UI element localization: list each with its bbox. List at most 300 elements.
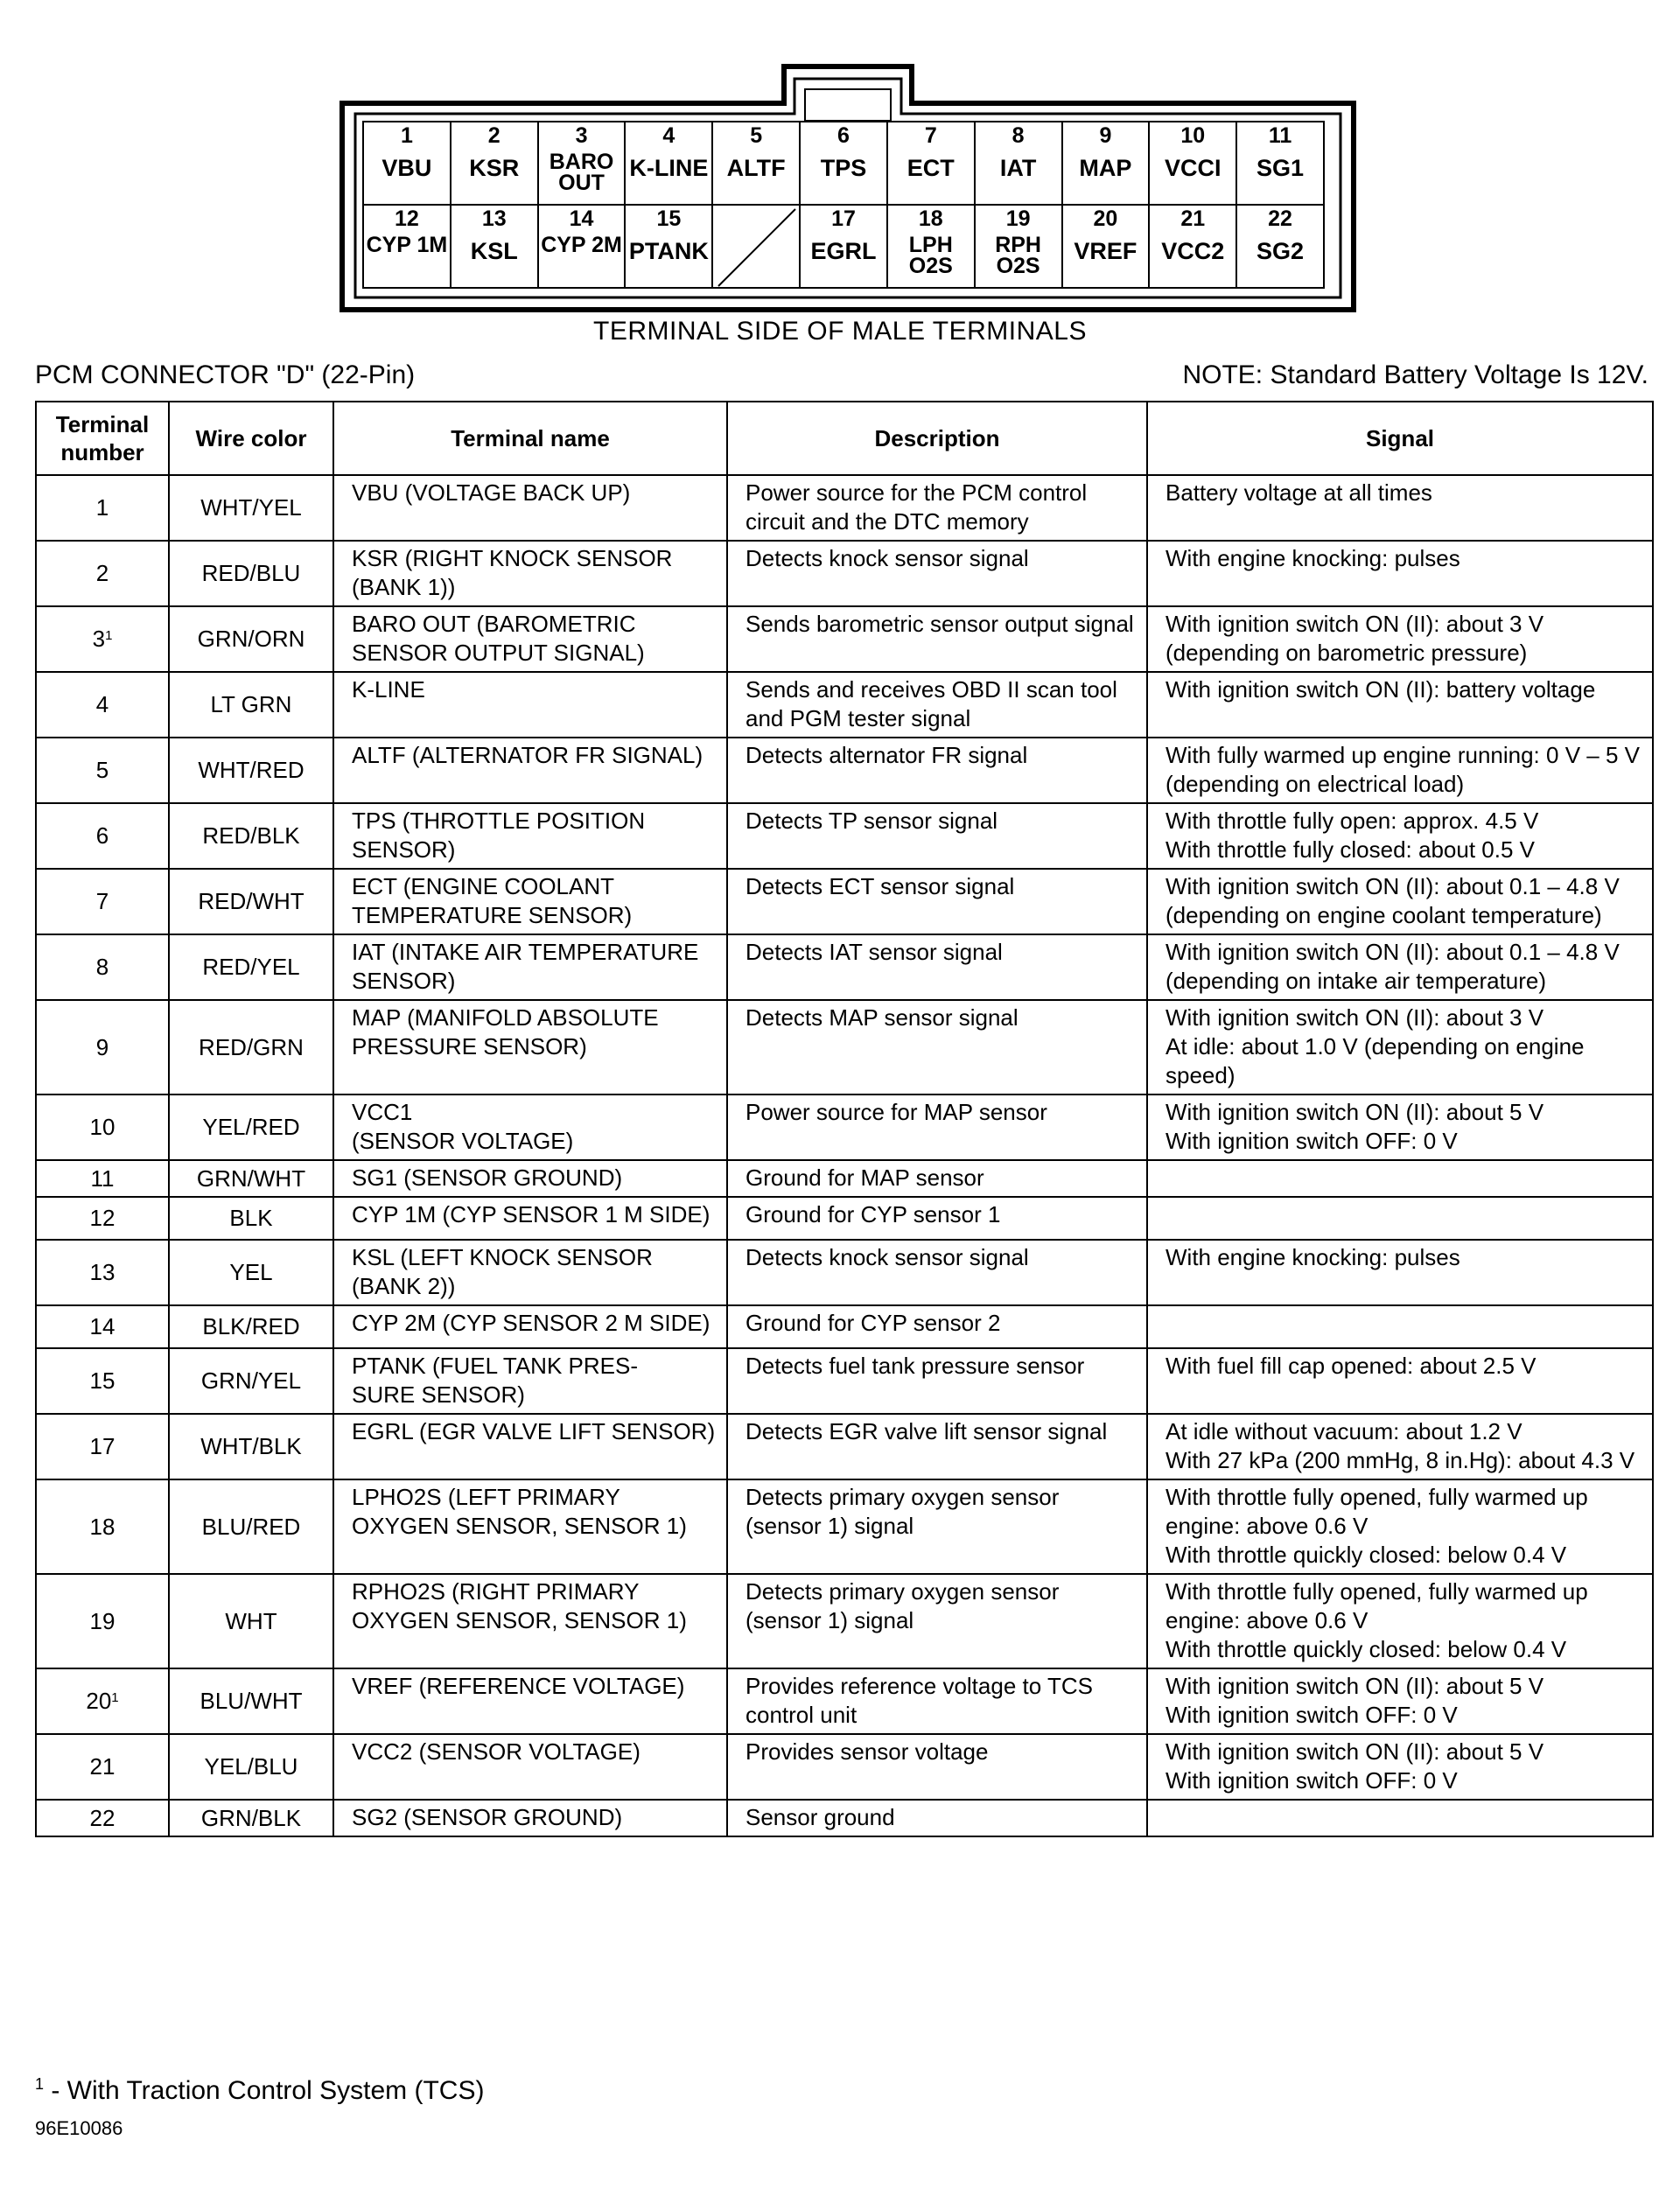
pin-10 (1149, 122, 1236, 205)
description (727, 1574, 1147, 1668)
pin-number: 7 (924, 123, 937, 148)
description (727, 672, 1147, 738)
terminal-number (36, 475, 169, 541)
description-text: Provides reference voltage to TCS control unit (746, 1673, 1093, 1728)
signal-text: With fuel fill cap opened: about 2.5 V (1166, 1353, 1536, 1379)
terminal-name (333, 1240, 727, 1305)
pin-number: 11 (1268, 123, 1292, 148)
pin-label: CYP 2M (541, 233, 622, 257)
terminal-number (36, 1574, 169, 1668)
pin-8 (975, 122, 1062, 205)
table-row (36, 1734, 1653, 1800)
terminal-name-text: VREF (REFERENCE VOLTAGE) (352, 1673, 685, 1699)
header-terminal-name: Terminal name (333, 402, 727, 475)
terminal-number-text: 6 (95, 822, 109, 849)
wire-color (169, 1734, 333, 1800)
signal-text: With ignition switch ON (II): about 3 V (depending on barometric pressure) (1166, 611, 1544, 666)
terminal-number (36, 1348, 169, 1414)
terminal-number (36, 541, 169, 606)
pin-22 (1236, 205, 1324, 288)
description-text: Sends barometric sensor output signal (746, 611, 1134, 637)
terminal-number (36, 1305, 169, 1348)
description (727, 1668, 1147, 1734)
description (727, 1479, 1147, 1574)
description (727, 1197, 1147, 1240)
terminal-number-text: 11 (90, 1164, 115, 1192)
wire-color (169, 541, 333, 606)
table-row (36, 1000, 1653, 1094)
description-text: Detects EGR valve lift sensor signal (746, 1418, 1108, 1444)
pin-3 (538, 122, 626, 205)
signal (1147, 1414, 1653, 1479)
description-text: Detects fuel tank pressure sensor (746, 1353, 1085, 1379)
pin-row-bottom (363, 205, 1324, 288)
description (727, 869, 1147, 934)
header-wire-color: Wire color (169, 402, 333, 475)
signal (1147, 1348, 1653, 1414)
table-row (36, 1348, 1653, 1414)
signal (1147, 1197, 1653, 1240)
pin-11 (1236, 122, 1324, 205)
terminal-name (333, 1160, 727, 1197)
table-row (36, 672, 1653, 738)
description (727, 606, 1147, 672)
signal (1147, 1160, 1653, 1197)
table-row (36, 606, 1653, 672)
terminal-name-text: KSL (LEFT KNOCK SENSOR (BANK 2)) (352, 1244, 653, 1299)
terminal-number (36, 606, 169, 672)
signal (1147, 1479, 1653, 1574)
table-body (36, 475, 1653, 1836)
description-text: Power source for MAP sensor (746, 1099, 1047, 1125)
terminal-number (36, 869, 169, 934)
terminal-number-text: 18 (89, 1513, 116, 1540)
terminal-name-text: CYP 1M (CYP SENSOR 1 M SIDE) (352, 1201, 710, 1227)
pin-number: 17 (831, 206, 856, 231)
signal-text: With throttle fully opened, fully warmed up engine: above 0.6 V With throttle quickly closed: below 0.4 V (1166, 1484, 1588, 1568)
signal (1147, 1574, 1653, 1668)
table-row (36, 869, 1653, 934)
terminal-number (36, 1734, 169, 1800)
terminal-name (333, 738, 727, 803)
terminal-number-text: 10 (89, 1114, 116, 1140)
pin-label: IAT (999, 155, 1037, 181)
description-text: Detects knock sensor signal (746, 1244, 1029, 1270)
terminal-number (36, 1414, 169, 1479)
wire-color-text: BLK (229, 1205, 273, 1231)
description-text: Ground for CYP sensor 2 (746, 1310, 1001, 1336)
wire-color-text: GRN/BLK (200, 1804, 302, 1831)
terminal-number (36, 1094, 169, 1160)
terminal-number-text: 3 (92, 626, 106, 652)
pin-number: 4 (662, 123, 676, 148)
signal (1147, 606, 1653, 672)
terminal-name-text: EGRL (EGR VALVE LIFT SENSOR) (352, 1418, 716, 1444)
pin-number: 10 (1180, 123, 1206, 148)
terminal-name-text: CYP 2M (CYP SENSOR 2 M SIDE) (352, 1310, 710, 1336)
table-row (36, 738, 1653, 803)
table-row (36, 1574, 1653, 1668)
pin-label: LPH O2S (908, 233, 953, 278)
table-header-row (36, 402, 1653, 475)
terminal-number-text: 1 (95, 494, 109, 521)
terminal-number-text: 4 (95, 691, 109, 717)
terminal-name-text: ALTF (ALTERNATOR FR SIGNAL) (352, 742, 704, 768)
terminal-name-text: RPHO2S (RIGHT PRIMARY OXYGEN SENSOR, SENSOR 1) (352, 1578, 687, 1633)
terminal-name (333, 475, 727, 541)
signal-text: With ignition switch ON (II): battery voltage (1166, 676, 1596, 703)
description (727, 803, 1147, 869)
pin-grid (362, 121, 1325, 289)
signal-text: With engine knocking: pulses (1166, 545, 1460, 571)
terminal-name (333, 672, 727, 738)
footnote (35, 2075, 484, 2106)
wire-color-text: LT GRN (210, 691, 292, 717)
terminal-number (36, 803, 169, 869)
pin-label: PTANK (628, 238, 709, 264)
pin-label: RPH O2S (995, 233, 1041, 278)
terminal-name-text: SG1 (SENSOR GROUND) (352, 1164, 623, 1191)
table-row (36, 1479, 1653, 1574)
description-text: Detects primary oxygen sensor (sensor 1) signal (746, 1578, 1060, 1633)
signal (1147, 672, 1653, 738)
table-row (36, 1305, 1653, 1348)
terminal-name (333, 606, 727, 672)
pin-row-top (363, 122, 1324, 205)
wire-color-text: YEL (229, 1259, 273, 1285)
pin-number: 22 (1268, 206, 1292, 231)
terminal-number (36, 1160, 169, 1197)
terminal-name (333, 1734, 727, 1800)
signal-text: With throttle fully open: approx. 4.5 V With throttle fully closed: about 0.5 V (1166, 808, 1539, 863)
footnote-text: - With Traction Control System (TCS) (44, 2076, 485, 2105)
description (727, 1240, 1147, 1305)
wire-color-text: WHT/YEL (200, 494, 302, 521)
connector-diagram (340, 63, 1356, 313)
signal (1147, 541, 1653, 606)
signal-text: With ignition switch ON (II): about 0.1 – 4.8 V (depending on engine coolant temperature) (1166, 873, 1620, 928)
wire-color-text: YEL/RED (202, 1114, 300, 1140)
figure-id: 96E10086 (35, 2117, 123, 2139)
terminal-name-text: IAT (INTAKE AIR TEMPERATURE SENSOR) (352, 939, 699, 994)
pin-number: 21 (1180, 206, 1206, 231)
signal (1147, 1094, 1653, 1160)
pin-18 (887, 205, 975, 288)
pin-12 (363, 205, 451, 288)
pin-label: CYP 1M (366, 233, 448, 257)
signal (1147, 934, 1653, 1000)
signal-text: With fully warmed up engine running: 0 V – 5 V (depending on electrical load) (1166, 742, 1640, 797)
pin-label: MAP (1079, 155, 1132, 181)
wire-color-text: RED/YEL (202, 954, 300, 980)
voltage-note: NOTE: Standard Battery Voltage Is 12V. (1182, 360, 1648, 389)
header-description: Description (727, 402, 1147, 475)
wire-color (169, 1668, 333, 1734)
description-text: Detects alternator FR signal (746, 742, 1028, 768)
signal (1147, 1240, 1653, 1305)
description (727, 1094, 1147, 1160)
terminal-number (36, 1000, 169, 1094)
wire-color-text: GRN/YEL (200, 1367, 302, 1394)
signal (1147, 475, 1653, 541)
header-terminal-number: Terminal number (36, 402, 169, 475)
terminal-name (333, 1668, 727, 1734)
pin-1 (363, 122, 451, 205)
pin-label: SG2 (1256, 238, 1305, 264)
signal-text: Battery voltage at all times (1166, 479, 1432, 506)
pin-7 (887, 122, 975, 205)
pin-4 (625, 122, 712, 205)
description-text: Detects IAT sensor signal (746, 939, 1003, 965)
wire-color (169, 803, 333, 869)
pin-20 (1062, 205, 1150, 288)
wire-color (169, 1197, 333, 1240)
pin-number: 15 (656, 206, 682, 231)
terminal-name-text: VBU (VOLTAGE BACK UP) (352, 479, 631, 506)
table-row (36, 803, 1653, 869)
description-text: Detects knock sensor signal (746, 545, 1029, 571)
signal-text: With ignition switch ON (II): about 3 V At idle: about 1.0 V (depending on engine speed) (1166, 1004, 1585, 1088)
wire-color (169, 672, 333, 738)
table-row (36, 1240, 1653, 1305)
description (727, 934, 1147, 1000)
description-text: Ground for CYP sensor 1 (746, 1201, 1001, 1227)
signal (1147, 869, 1653, 934)
signal-text: With ignition switch ON (II): about 5 V With ignition switch OFF: 0 V (1166, 1738, 1544, 1794)
terminal-name (333, 1094, 727, 1160)
terminal-number (36, 1197, 169, 1240)
pin-blank (712, 205, 800, 288)
wire-color (169, 1240, 333, 1305)
blank-pin-slash (713, 206, 801, 290)
description-text: Detects primary oxygen sensor (sensor 1) signal (746, 1484, 1060, 1539)
terminal-number (36, 1240, 169, 1305)
wire-color (169, 1414, 333, 1479)
pin-9 (1062, 122, 1150, 205)
description (727, 738, 1147, 803)
table-row (36, 1094, 1653, 1160)
pin-label: K-LINE (629, 155, 709, 181)
pin-19 (975, 205, 1062, 288)
pin-number: 6 (837, 123, 850, 148)
wire-color-text: YEL/BLU (204, 1753, 298, 1780)
terminal-number-text: 7 (95, 888, 109, 914)
terminal-number-text: 8 (95, 954, 109, 980)
wire-color (169, 1000, 333, 1094)
pin-label: SG1 (1256, 155, 1305, 181)
signal (1147, 1800, 1653, 1836)
signal-text: With engine knocking: pulses (1166, 1244, 1460, 1270)
signal (1147, 1734, 1653, 1800)
terminal-name (333, 1479, 727, 1574)
pin-label: KSR (469, 155, 520, 181)
pin-label: VREF (1074, 238, 1138, 264)
terminal-number-text: 19 (89, 1607, 116, 1634)
wire-color (169, 606, 333, 672)
signal-text: With throttle fully opened, fully warmed up engine: above 0.6 V With throttle quickly closed: below 0.4 V (1166, 1578, 1588, 1662)
wire-color (169, 1094, 333, 1160)
signal-text: At idle without vacuum: about 1.2 V With 27 kPa (200 mmHg, 8 in.Hg): about 4.3 V (1166, 1418, 1635, 1473)
terminal-name-text: K-LINE (352, 676, 425, 703)
terminal-name (333, 934, 727, 1000)
table-row (36, 1414, 1653, 1479)
terminal-name-text: LPHO2S (LEFT PRIMARY OXYGEN SENSOR, SENSOR 1) (352, 1484, 687, 1539)
wire-color (169, 738, 333, 803)
pin-14 (538, 205, 626, 288)
wire-color (169, 475, 333, 541)
pin-number: 13 (481, 206, 507, 231)
pin-label: VBU (382, 155, 432, 181)
wire-color-text: RED/GRN (199, 1033, 304, 1060)
description-text: Provides sensor voltage (746, 1738, 989, 1765)
terminal-name (333, 541, 727, 606)
terminal-name-text: VCC1 (SENSOR VOLTAGE) (352, 1099, 574, 1154)
connector-caption: TERMINAL SIDE OF MALE TERMINALS (593, 317, 1087, 346)
pin-number: 20 (1093, 206, 1118, 231)
terminal-number (36, 1668, 169, 1734)
table-row (36, 1197, 1653, 1240)
terminal-name (333, 1348, 727, 1414)
pin-2 (451, 122, 538, 205)
table-row (36, 475, 1653, 541)
header-signal: Signal (1147, 402, 1653, 475)
description (727, 1414, 1147, 1479)
description (727, 541, 1147, 606)
description (727, 1800, 1147, 1836)
pin-label: ECT (906, 155, 955, 181)
wire-color-text: BLU/WHT (200, 1688, 303, 1714)
terminal-name-text: ECT (ENGINE COOLANT TEMPERATURE SENSOR) (352, 873, 633, 928)
pin-number: 2 (487, 123, 500, 148)
terminal-number-text: 20 (86, 1688, 112, 1714)
wire-color-text: RED/WHT (198, 888, 304, 914)
footnote-mark: 1 (35, 2075, 45, 2093)
pin-number: 3 (575, 123, 588, 148)
wire-color (169, 1574, 333, 1668)
table-row (36, 1800, 1653, 1836)
signal (1147, 803, 1653, 869)
terminal-name (333, 1305, 727, 1348)
wire-color (169, 1800, 333, 1836)
pin-label: BARO OUT (549, 150, 614, 195)
pin-15 (625, 205, 712, 288)
signal-text: With ignition switch ON (II): about 0.1 – 4.8 V (depending on intake air temperature) (1166, 939, 1620, 994)
description (727, 1000, 1147, 1094)
description-text: Sends and receives OBD II scan tool and PGM tester signal (746, 676, 1117, 731)
terminal-number-text: 21 (89, 1753, 116, 1780)
pin-number: 12 (395, 206, 419, 231)
terminal-name (333, 1414, 727, 1479)
terminal-number (36, 738, 169, 803)
signal (1147, 1668, 1653, 1734)
description-text: Detects MAP sensor signal (746, 1004, 1018, 1031)
terminal-name-text: VCC2 (SENSOR VOLTAGE) (352, 1738, 640, 1765)
pin-label: VCCI (1164, 155, 1222, 181)
description-text: Ground for MAP sensor (746, 1164, 984, 1191)
terminal-number-text: 13 (89, 1259, 116, 1285)
pin-label: EGRL (810, 238, 877, 264)
table-row (36, 1668, 1653, 1734)
terminal-number (36, 1800, 169, 1836)
terminal-name-text: BARO OUT (BAROMETRIC SENSOR OUTPUT SIGNAL) (352, 611, 645, 666)
terminal-number (36, 1479, 169, 1574)
signal-text: With ignition switch ON (II): about 5 V With ignition switch OFF: 0 V (1166, 1673, 1544, 1728)
connector-title: PCM CONNECTOR "D" (22-Pin) (35, 360, 416, 389)
signal (1147, 1305, 1653, 1348)
terminal-number-text: 12 (89, 1205, 116, 1231)
pin-number: 8 (1012, 123, 1025, 148)
pin-label: ALTF (726, 155, 786, 181)
pin-6 (800, 122, 887, 205)
terminal-table (35, 401, 1654, 1837)
terminal-name-text: SG2 (SENSOR GROUND) (352, 1804, 623, 1830)
terminal-number-text: 5 (95, 757, 109, 783)
wire-color-text: BLU/RED (201, 1513, 301, 1540)
signal-text: With ignition switch ON (II): about 5 V With ignition switch OFF: 0 V (1166, 1099, 1544, 1154)
description (727, 475, 1147, 541)
table-row (36, 541, 1653, 606)
terminal-name-text: MAP (MANIFOLD ABSOLUTE PRESSURE SENSOR) (352, 1004, 659, 1060)
description-text: Detects TP sensor signal (746, 808, 998, 834)
pin-number: 5 (750, 123, 763, 148)
description (727, 1734, 1147, 1800)
terminal-name (333, 1000, 727, 1094)
wire-color (169, 869, 333, 934)
terminal-name-text: TPS (THROTTLE POSITION SENSOR) (352, 808, 646, 863)
terminal-number-text: 14 (89, 1313, 116, 1339)
wire-color (169, 934, 333, 1000)
terminal-number-text: 9 (95, 1033, 109, 1060)
pin-label: TPS (820, 155, 867, 181)
pin-13 (451, 205, 538, 288)
footnote-ref: 1 (111, 1690, 119, 1705)
terminal-number-text: 15 (89, 1367, 116, 1394)
pin-number: 9 (1099, 123, 1112, 148)
footnote-ref: 1 (105, 628, 113, 643)
pin-5 (712, 122, 800, 205)
wire-color-text: RED/BLK (202, 822, 300, 849)
terminal-number (36, 672, 169, 738)
wire-color-text: GRN/WHT (196, 1164, 306, 1192)
table-row (36, 934, 1653, 1000)
wire-color-text: WHT (225, 1607, 277, 1634)
terminal-number-text: 2 (95, 560, 109, 586)
wire-color-text: WHT/RED (198, 757, 304, 783)
description-text: Detects ECT sensor signal (746, 873, 1015, 899)
terminal-name (333, 803, 727, 869)
pin-label: VCC2 (1161, 238, 1225, 264)
description (727, 1160, 1147, 1197)
terminal-name-text: KSR (RIGHT KNOCK SENSOR (BANK 1)) (352, 545, 673, 600)
terminal-name (333, 1197, 727, 1240)
description-text: Sensor ground (746, 1804, 895, 1830)
table-row (36, 1160, 1653, 1197)
description (727, 1348, 1147, 1414)
terminal-number-text: 22 (89, 1804, 116, 1831)
wire-color (169, 1305, 333, 1348)
wire-color-text: GRN/ORN (197, 626, 305, 652)
terminal-name (333, 869, 727, 934)
pin-number: 19 (1005, 206, 1031, 231)
signal (1147, 738, 1653, 803)
pin-label: KSL (470, 238, 518, 264)
wire-color-text: WHT/BLK (200, 1433, 302, 1459)
signal (1147, 1000, 1653, 1094)
description (727, 1305, 1147, 1348)
terminal-name (333, 1800, 727, 1836)
pin-17 (800, 205, 887, 288)
terminal-name (333, 1574, 727, 1668)
